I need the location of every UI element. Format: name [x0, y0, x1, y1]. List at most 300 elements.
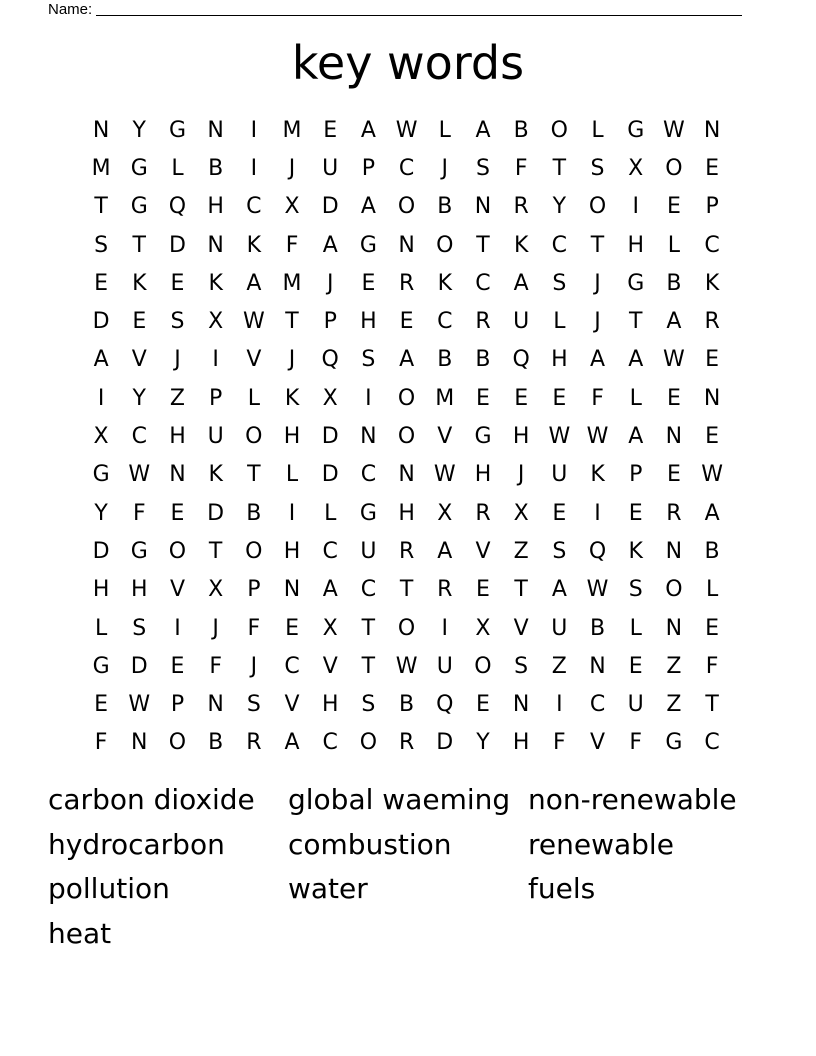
grid-cell[interactable]: K [284, 385, 300, 411]
word-list-item: global waeming [288, 783, 511, 816]
grid-cell[interactable]: C [360, 577, 377, 603]
grid-cell[interactable]: O [245, 538, 263, 564]
grid-cell[interactable]: V [513, 615, 529, 641]
grid-cell[interactable]: A [399, 347, 415, 373]
grid-cell[interactable]: P [209, 385, 223, 411]
grid-cell[interactable]: Z [513, 538, 529, 564]
grid-cell[interactable]: R [513, 194, 529, 220]
grid-cell[interactable]: A [666, 309, 682, 335]
grid-cell[interactable]: B [589, 615, 606, 641]
grid-cell[interactable]: A [284, 730, 300, 756]
grid-cell[interactable]: E [705, 347, 720, 373]
grid-cell[interactable]: E [666, 385, 681, 411]
grid-cell[interactable]: R [666, 500, 682, 526]
grid-cell[interactable]: E [628, 653, 643, 679]
grid-cell[interactable]: I [174, 615, 181, 641]
grid-cell[interactable]: N [665, 615, 683, 641]
grid-cell[interactable]: E [476, 385, 490, 411]
grid-cell[interactable]: X [284, 194, 300, 220]
grid-cell[interactable]: P [705, 194, 719, 220]
grid-cell[interactable]: U [551, 462, 568, 488]
grid-cell[interactable]: N [283, 577, 301, 603]
grid-cell[interactable]: Z [666, 692, 682, 718]
grid-cell[interactable]: I [212, 347, 219, 373]
grid-cell[interactable]: A [628, 424, 644, 450]
grid-cell[interactable]: G [92, 653, 110, 679]
grid-cell[interactable]: G [168, 117, 186, 143]
grid-cell[interactable]: E [132, 309, 147, 335]
grid-cell[interactable]: G [359, 500, 377, 526]
grid-cell[interactable]: N [398, 462, 415, 488]
grid-cell[interactable]: F [132, 500, 146, 526]
grid-cell[interactable]: O [245, 424, 263, 450]
grid-cell[interactable]: S [514, 653, 529, 679]
grid-cell[interactable]: H [627, 232, 644, 258]
grid-cell[interactable]: O [168, 538, 187, 564]
grid-cell[interactable]: U [207, 424, 224, 450]
grid-cell[interactable]: U [551, 615, 568, 641]
grid-cell[interactable]: J [250, 653, 258, 679]
grid-cell[interactable]: R [437, 577, 453, 603]
grid-cell[interactable]: M [282, 117, 302, 143]
grid-cell[interactable]: P [170, 692, 185, 718]
grid-cell[interactable]: N [512, 692, 530, 718]
grid-cell[interactable]: E [170, 500, 185, 526]
grid-cell[interactable]: H [474, 462, 492, 488]
grid-cell[interactable]: G [627, 270, 645, 296]
grid-cell[interactable]: R [704, 309, 720, 335]
grid-cell[interactable]: N [92, 117, 110, 143]
grid-cell[interactable]: H [169, 424, 186, 450]
grid-cell[interactable]: I [632, 194, 639, 220]
grid-cell[interactable]: D [436, 730, 454, 756]
grid-cell[interactable]: O [436, 232, 454, 258]
grid-cell[interactable]: D [168, 232, 186, 258]
grid-cell[interactable]: S [475, 155, 490, 181]
grid-cell[interactable]: T [361, 653, 376, 679]
grid-cell[interactable]: U [627, 692, 644, 718]
grid-cell[interactable]: Z [169, 385, 185, 411]
grid-cell[interactable]: O [588, 194, 607, 220]
grid-cell[interactable]: J [441, 155, 449, 181]
grid-cell[interactable]: M [282, 270, 302, 296]
grid-cell[interactable]: K [628, 538, 643, 564]
grid-cell[interactable]: D [207, 500, 225, 526]
grid-cell[interactable]: J [212, 615, 219, 641]
grid-cell[interactable]: O [665, 577, 683, 603]
word-list-item: combustion [288, 827, 452, 861]
grid-cell[interactable]: K [704, 270, 720, 296]
grid-cell[interactable]: H [360, 309, 377, 335]
grid-cell[interactable]: F [247, 615, 261, 641]
grid-cell[interactable]: N [665, 538, 683, 564]
grid-cell[interactable]: C [475, 270, 491, 296]
letter-grid [82, 111, 731, 762]
grid-cell[interactable]: D [321, 424, 339, 450]
grid-cell[interactable]: T [208, 538, 223, 564]
grid-cell[interactable]: G [130, 155, 148, 181]
grid-cell[interactable]: U [322, 155, 339, 181]
grid-cell[interactable]: N [169, 462, 186, 488]
page-title: key words [291, 36, 525, 90]
grid-cell[interactable]: T [590, 232, 605, 258]
grid-cell[interactable]: V [169, 577, 185, 603]
grid-cell[interactable]: T [476, 232, 490, 258]
grid-cell[interactable]: D [321, 194, 339, 220]
grid-cell[interactable]: N [207, 232, 224, 258]
grid-cell[interactable]: M [91, 155, 111, 181]
grid-cell[interactable]: K [132, 270, 147, 296]
grid-cell[interactable]: E [514, 385, 529, 411]
name-field[interactable] [48, 0, 748, 18]
grid-cell[interactable]: V [475, 538, 491, 564]
grid-cell[interactable]: U [360, 538, 377, 564]
grid-cell[interactable]: D [92, 309, 110, 335]
grid-cell[interactable]: W [663, 117, 685, 143]
grid-cell[interactable]: A [513, 270, 529, 296]
grid-cell[interactable]: Z [551, 653, 567, 679]
grid-cell[interactable]: O [550, 117, 568, 143]
grid-cell[interactable]: L [629, 385, 642, 411]
word-list-item: fuels [528, 872, 596, 906]
grid-cell[interactable]: S [552, 270, 567, 296]
grid-cell[interactable]: A [360, 117, 376, 143]
grid-cell[interactable]: E [94, 270, 109, 296]
grid-cell[interactable]: T [514, 577, 528, 603]
grid-cell[interactable]: E [94, 692, 109, 718]
grid-cell[interactable]: V [284, 692, 300, 718]
grid-cell[interactable]: S [170, 309, 185, 335]
grid-cell[interactable]: E [705, 424, 720, 450]
grid-cell[interactable]: E [705, 155, 720, 181]
grid-cell[interactable]: G [665, 730, 683, 756]
grid-cell[interactable]: W [395, 117, 418, 143]
grid-cell[interactable]: R [475, 500, 491, 526]
grid-cell[interactable]: T [247, 462, 261, 488]
word-list-item: heat [48, 917, 112, 951]
grid-cell[interactable]: G [359, 232, 377, 258]
grid-cell[interactable]: N [207, 692, 224, 718]
grid-cell[interactable]: L [94, 615, 108, 641]
grid-cell[interactable]: J [288, 155, 296, 181]
grid-cell[interactable]: W [663, 347, 685, 373]
grid-cell[interactable]: S [94, 232, 109, 258]
grid-cell[interactable]: A [590, 347, 606, 373]
grid-cell[interactable]: H [512, 730, 530, 756]
grid-cell[interactable]: T [285, 309, 299, 335]
grid-cell[interactable]: F [209, 653, 222, 679]
grid-cell[interactable]: S [361, 692, 376, 718]
grid-cell[interactable]: M [435, 385, 455, 411]
grid-cell[interactable]: V [437, 424, 453, 450]
grid-cell[interactable]: C [322, 538, 338, 564]
grid-cell[interactable]: D [130, 653, 148, 679]
grid-cell[interactable]: T [399, 577, 414, 603]
grid-cell[interactable]: I [250, 155, 258, 181]
grid-cell[interactable]: H [92, 577, 110, 603]
grid-cell[interactable]: E [361, 270, 376, 296]
grid-cell[interactable]: Z [666, 653, 682, 679]
grid-cell[interactable]: X [628, 155, 644, 181]
grid-cell[interactable]: A [360, 194, 376, 220]
grid-cell[interactable]: G [474, 424, 492, 450]
grid-cell[interactable]: N [398, 232, 415, 258]
grid-cell[interactable]: I [441, 615, 449, 641]
grid-cell[interactable]: A [322, 577, 338, 603]
grid-cell[interactable]: S [590, 155, 605, 181]
grid-cell[interactable]: Y [94, 500, 108, 526]
grid-cell[interactable]: E [552, 500, 567, 526]
grid-cell[interactable]: C [589, 692, 606, 718]
grid-cell[interactable]: H [398, 500, 415, 526]
grid-cell[interactable]: W [548, 424, 571, 450]
grid-cell[interactable]: S [552, 538, 567, 564]
grid-cell[interactable]: O [397, 424, 416, 450]
grid-cell[interactable]: X [208, 577, 224, 603]
grid-cell[interactable]: E [476, 577, 490, 603]
grid-cell[interactable]: E [628, 500, 643, 526]
grid-cell[interactable]: H [283, 538, 301, 564]
grid-cell[interactable]: J [594, 270, 601, 296]
grid-cell[interactable]: Y [132, 385, 146, 411]
grid-cell[interactable]: X [93, 424, 109, 450]
grid-cell[interactable]: H [321, 692, 339, 718]
grid-cell[interactable]: L [285, 462, 299, 488]
grid-cell[interactable]: L [705, 577, 719, 603]
grid-cell[interactable]: K [437, 270, 452, 296]
grid-cell[interactable]: C [284, 653, 300, 679]
grid-cell[interactable]: L [629, 615, 642, 641]
grid-cell[interactable]: W [701, 462, 723, 488]
grid-cell[interactable]: N [474, 194, 492, 220]
grid-cell[interactable]: N [360, 424, 377, 450]
grid-cell[interactable]: A [437, 538, 453, 564]
grid-cell[interactable]: C [322, 730, 338, 756]
grid-cell[interactable]: H [551, 347, 568, 373]
grid-cell[interactable]: N [703, 385, 721, 411]
name-label: Name: [48, 1, 93, 18]
grid-cell[interactable]: L [247, 385, 260, 411]
grid-cell[interactable]: A [704, 500, 720, 526]
grid-cell[interactable]: G [130, 538, 148, 564]
grid-cell[interactable]: F [705, 653, 719, 679]
grid-cell[interactable]: Y [552, 194, 567, 220]
grid-cell[interactable]: A [628, 347, 644, 373]
grid-cell[interactable]: B [475, 347, 491, 373]
grid-cell[interactable]: J [288, 347, 296, 373]
grid-cell[interactable]: F [285, 232, 299, 258]
grid-cell[interactable]: F [514, 155, 528, 181]
grid-cell[interactable]: O [397, 194, 416, 220]
grid-cell[interactable]: Q [168, 194, 187, 220]
grid-cell[interactable]: J [174, 347, 181, 373]
grid-cell[interactable]: T [628, 309, 643, 335]
grid-cell[interactable]: B [704, 538, 720, 564]
grid-cell[interactable]: N [207, 117, 224, 143]
grid-cell[interactable]: S [628, 577, 643, 603]
grid-cell[interactable]: B [399, 692, 415, 718]
grid-cell[interactable]: G [130, 194, 148, 220]
grid-cell[interactable]: P [247, 577, 261, 603]
grid-cell[interactable]: I [594, 500, 601, 526]
word-list-item: water [288, 872, 368, 906]
grid-cell[interactable]: W [242, 309, 265, 335]
grid-cell[interactable]: B [513, 117, 529, 143]
grid-cell[interactable]: Q [588, 538, 607, 564]
grid-cell[interactable]: E [170, 653, 185, 679]
grid-cell[interactable]: U [436, 653, 453, 679]
grid-cell[interactable]: C [551, 232, 568, 258]
grid-cell[interactable]: F [591, 385, 604, 411]
grid-cell[interactable]: X [513, 500, 529, 526]
grid-cell[interactable]: X [208, 309, 224, 335]
grid-cell[interactable]: I [97, 385, 105, 411]
grid-cell[interactable]: S [361, 347, 376, 373]
grid-cell[interactable]: G [627, 117, 645, 143]
grid-cell[interactable]: J [594, 309, 601, 335]
grid-cell[interactable]: P [629, 462, 643, 488]
grid-cell[interactable]: N [589, 653, 606, 679]
grid-cell[interactable]: I [250, 117, 258, 143]
grid-cell[interactable]: C [437, 309, 453, 335]
name-underline[interactable] [96, 1, 742, 16]
grid-cell[interactable]: V [246, 347, 262, 373]
grid-cell[interactable]: B [437, 194, 453, 220]
grid-cell[interactable]: L [171, 155, 184, 181]
grid-cell[interactable]: C [704, 232, 720, 258]
grid-cell[interactable]: P [361, 155, 376, 181]
grid-cell[interactable]: E [666, 194, 681, 220]
grid-cell[interactable]: V [590, 730, 606, 756]
word-list-item: non-renewable [528, 783, 737, 816]
grid-cell[interactable]: H [283, 424, 301, 450]
grid-cell[interactable]: Q [436, 692, 454, 718]
grid-cell[interactable]: V [322, 653, 338, 679]
grid-cell[interactable]: E [323, 117, 338, 143]
grid-cell[interactable]: R [398, 270, 415, 296]
grid-cell[interactable]: W [433, 462, 456, 488]
grid-cell[interactable]: A [551, 577, 567, 603]
grid-cell[interactable]: F [629, 730, 643, 756]
grid-cell[interactable]: R [246, 730, 262, 756]
grid-cell[interactable]: W [128, 462, 151, 488]
grid-cell[interactable]: N [703, 117, 721, 143]
grid-cell[interactable]: G [92, 462, 110, 488]
grid-cell[interactable]: T [705, 692, 719, 718]
grid-cell[interactable]: O [397, 385, 416, 411]
grid-cell[interactable]: E [476, 692, 490, 718]
grid-cell[interactable]: K [208, 462, 223, 488]
grid-cell[interactable]: E [399, 309, 414, 335]
grid-cell[interactable]: L [324, 500, 337, 526]
grid-cell[interactable]: W [586, 424, 609, 450]
grid-cell[interactable]: X [322, 615, 338, 641]
grid-cell[interactable]: A [246, 270, 262, 296]
grid-cell[interactable]: D [92, 538, 110, 564]
grid-cell[interactable]: X [437, 500, 453, 526]
grid-cell[interactable]: H [207, 194, 224, 220]
grid-cell[interactable]: F [553, 730, 566, 756]
grid-cell[interactable]: I [556, 692, 563, 718]
grid-cell[interactable]: E [285, 615, 299, 641]
grid-cell[interactable]: O [168, 730, 187, 756]
grid-cell[interactable]: R [475, 309, 491, 335]
grid-cell[interactable]: W [395, 653, 418, 679]
grid-cell[interactable]: C [704, 730, 720, 756]
grid-cell[interactable]: T [552, 155, 567, 181]
grid-cell[interactable]: B [666, 270, 682, 296]
grid-cell[interactable]: O [665, 155, 683, 181]
grid-cell[interactable]: R [398, 538, 415, 564]
grid-cell[interactable]: N [665, 424, 683, 450]
grid-cell[interactable]: K [513, 232, 529, 258]
grid-cell[interactable]: I [365, 385, 372, 411]
grid-cell[interactable]: H [131, 577, 148, 603]
grid-cell[interactable]: O [474, 653, 492, 679]
grid-cell[interactable]: Y [132, 117, 146, 143]
grid-cell[interactable]: E [552, 385, 567, 411]
grid-cell[interactable]: L [438, 117, 451, 143]
grid-cell[interactable]: W [586, 577, 609, 603]
grid-cell[interactable]: O [359, 730, 378, 756]
grid-cell[interactable]: B [437, 347, 453, 373]
grid-cell[interactable]: A [322, 232, 338, 258]
grid-cell[interactable]: E [666, 462, 681, 488]
grid-cell[interactable]: C [398, 155, 415, 181]
grid-cell[interactable]: X [322, 385, 338, 411]
grid-cell[interactable]: N [131, 730, 148, 756]
grid-cell[interactable]: T [361, 615, 376, 641]
grid-cell[interactable]: O [397, 615, 416, 641]
grid-cell[interactable]: J [326, 270, 334, 296]
grid-cell[interactable]: C [360, 462, 377, 488]
grid-cell[interactable]: S [132, 615, 147, 641]
grid-cell[interactable]: P [323, 309, 337, 335]
grid-cell[interactable]: T [132, 232, 146, 258]
grid-cell[interactable]: B [208, 155, 224, 181]
grid-cell[interactable]: B [246, 500, 262, 526]
grid-cell[interactable]: J [517, 462, 525, 488]
grid-cell[interactable]: A [475, 117, 491, 143]
grid-cell[interactable]: L [667, 232, 681, 258]
grid-cell[interactable]: Y [476, 730, 490, 756]
grid-cell[interactable]: H [512, 424, 530, 450]
grid-cell[interactable]: E [170, 270, 185, 296]
grid-cell[interactable]: B [208, 730, 224, 756]
grid-cell[interactable]: S [246, 692, 261, 718]
grid-cell[interactable]: F [94, 730, 108, 756]
grid-cell[interactable]: Q [512, 347, 530, 373]
grid-cell[interactable]: C [131, 424, 147, 450]
grid-cell[interactable]: D [321, 462, 339, 488]
grid-cell[interactable]: L [591, 117, 604, 143]
grid-cell[interactable]: K [208, 270, 223, 296]
grid-cell[interactable]: U [513, 309, 530, 335]
grid-cell[interactable]: C [246, 194, 262, 220]
grid-cell[interactable]: T [94, 194, 108, 220]
grid-cell[interactable]: E [705, 615, 720, 641]
grid-cell[interactable]: W [128, 692, 151, 718]
grid-cell[interactable]: X [475, 615, 491, 641]
grid-cell[interactable]: K [590, 462, 605, 488]
grid-cell[interactable]: A [93, 347, 109, 373]
grid-cell[interactable]: Q [321, 347, 339, 373]
grid-cell[interactable]: K [246, 232, 262, 258]
grid-cell[interactable]: R [398, 730, 415, 756]
grid-cell[interactable]: I [288, 500, 296, 526]
grid-cell[interactable]: L [553, 309, 566, 335]
grid-cell[interactable]: V [131, 347, 147, 373]
